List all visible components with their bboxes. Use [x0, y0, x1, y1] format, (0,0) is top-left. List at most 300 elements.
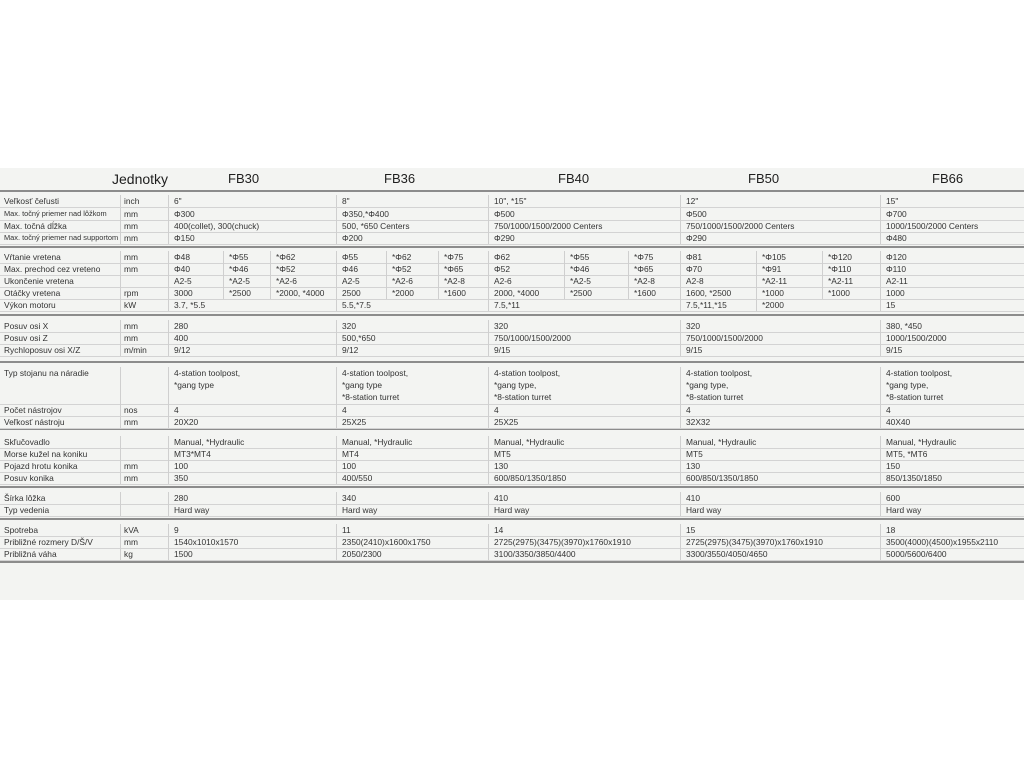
column-divider — [880, 320, 881, 332]
row-label: Typ stojanu na náradie — [4, 368, 89, 378]
spec-value: 750/1000/1500/2000 — [494, 333, 571, 343]
spec-value: *2000 — [392, 288, 414, 298]
spec-value: 400/550 — [342, 473, 373, 483]
row-unit: mm — [120, 332, 170, 344]
column-divider — [680, 195, 681, 207]
sub-column-divider — [223, 275, 224, 287]
spec-value: 2500 — [342, 288, 361, 298]
column-divider — [880, 287, 881, 299]
column-divider — [336, 367, 337, 404]
column-divider — [168, 460, 169, 472]
spec-value: MT5 — [686, 449, 703, 459]
spec-value: 4-station toolpost, *gang type, *8-station turret — [886, 368, 953, 402]
column-divider — [488, 220, 489, 232]
spec-value: Manual, *Hydraulic — [342, 437, 413, 447]
spec-value: *Φ46 — [570, 264, 590, 274]
row-label: Typ vedenia — [4, 505, 50, 515]
spec-value: *Φ55 — [229, 252, 249, 262]
column-divider — [880, 492, 881, 504]
table-row — [0, 195, 1024, 208]
sub-column-divider — [438, 287, 439, 299]
row-label: Vŕtanie vretena — [4, 252, 61, 262]
spec-value: 1000/1500/2000 Centers — [886, 221, 979, 231]
spec-value: 10", *15" — [494, 196, 527, 206]
row-label: Spotreba — [4, 525, 38, 535]
spec-value: 4 — [174, 405, 179, 415]
row-unit — [120, 504, 170, 516]
spec-value: 9/15 — [886, 345, 903, 355]
column-divider — [168, 416, 169, 428]
table-row — [0, 548, 1024, 561]
spec-value: 750/1000/1500/2000 Centers — [686, 221, 795, 231]
spec-value: *A2-6 — [276, 276, 297, 286]
spec-value: Φ150 — [174, 233, 195, 243]
row-label: Max. točná dĺžka — [4, 221, 67, 231]
row-unit — [120, 492, 170, 504]
table-row — [0, 299, 1024, 312]
column-divider — [336, 472, 337, 484]
column-divider — [880, 367, 881, 404]
spec-value: *A2-5 — [570, 276, 591, 286]
spec-value: 4-station toolpost, *gang type, *8-station turret — [686, 368, 753, 402]
column-divider — [336, 536, 337, 548]
spec-value: Φ40 — [174, 264, 190, 274]
row-unit: mm — [120, 536, 170, 548]
spec-value: 1600, *2500 — [686, 288, 732, 298]
column-divider — [168, 251, 169, 263]
spec-value: 280 — [174, 493, 188, 503]
sub-column-divider — [438, 275, 439, 287]
spec-value: Hard way — [174, 505, 210, 515]
row-unit: nos — [120, 404, 170, 416]
sub-column-divider — [756, 275, 757, 287]
spec-value: 600/850/1350/1850 — [494, 473, 567, 483]
spec-value: Manual, *Hydraulic — [494, 437, 565, 447]
row-label: Ukončenie vretena — [4, 276, 74, 286]
spec-value: 100 — [174, 461, 188, 471]
column-divider — [880, 416, 881, 428]
column-divider — [336, 287, 337, 299]
column-divider — [168, 472, 169, 484]
column-divider — [488, 416, 489, 428]
table-row — [0, 344, 1024, 357]
spec-value: *Φ46 — [229, 264, 249, 274]
column-divider — [488, 320, 489, 332]
row-label: Približná váha — [4, 549, 57, 559]
row-unit: mm — [120, 416, 170, 428]
column-divider — [168, 208, 169, 220]
row-label: Max. točný priemer nad supportom — [4, 233, 119, 242]
spec-value: *Φ62 — [392, 252, 412, 262]
spec-value: 3.7, *5.5 — [174, 300, 206, 310]
sub-column-divider — [438, 251, 439, 263]
sub-column-divider — [628, 287, 629, 299]
column-divider — [168, 524, 169, 536]
table-row — [0, 472, 1024, 485]
column-divider — [336, 332, 337, 344]
column-divider — [880, 332, 881, 344]
group-divider — [0, 190, 1024, 192]
spec-value: *2000, *4000 — [276, 288, 325, 298]
row-label: Pojazd hrotu konika — [4, 461, 78, 471]
row-label: Max. točný priemer nad lôžkom — [4, 209, 107, 218]
spec-value: *Φ120 — [828, 252, 852, 262]
column-divider — [880, 275, 881, 287]
spec-value: *A2-8 — [444, 276, 465, 286]
spec-value: *Φ105 — [762, 252, 786, 262]
column-divider — [880, 436, 881, 448]
sub-column-divider — [822, 287, 823, 299]
spec-value: 400(collet), 300(chuck) — [174, 221, 260, 231]
spec-value: *Φ65 — [634, 264, 654, 274]
spec-value: MT4 — [342, 449, 359, 459]
spec-value: *A2-11 — [762, 276, 787, 286]
spec-value: *Φ65 — [444, 264, 464, 274]
column-divider — [488, 524, 489, 536]
column-divider — [488, 275, 489, 287]
spec-value: *1000 — [762, 288, 784, 298]
model-header-fb50: FB50 — [748, 171, 780, 186]
column-divider — [880, 448, 881, 460]
column-divider — [168, 232, 169, 244]
sub-column-divider — [386, 287, 387, 299]
row-label: Skľučovadlo — [4, 437, 50, 447]
column-divider — [168, 220, 169, 232]
spec-value: 320 — [342, 321, 356, 331]
row-label: Veľkosť čeľusti — [4, 196, 60, 206]
column-divider — [336, 404, 337, 416]
spec-value: 15 — [686, 525, 696, 535]
column-divider — [880, 232, 881, 244]
spec-value: 11 — [342, 525, 351, 535]
spec-value: Φ480 — [886, 233, 907, 243]
spec-value: 320 — [686, 321, 700, 331]
spec-value: 600 — [886, 493, 900, 503]
row-label: Morse kužel na koniku — [4, 449, 88, 459]
spec-value: *A2-11 — [828, 276, 853, 286]
column-divider — [168, 195, 169, 207]
column-divider — [336, 263, 337, 275]
sub-column-divider — [564, 275, 565, 287]
column-divider — [168, 548, 169, 560]
spec-value: Φ52 — [494, 264, 510, 274]
row-unit: inch — [120, 195, 170, 207]
sub-column-divider — [564, 263, 565, 275]
column-divider — [680, 251, 681, 263]
column-divider — [680, 275, 681, 287]
spec-value: 320 — [494, 321, 508, 331]
table-row — [0, 232, 1024, 245]
column-divider — [336, 344, 337, 356]
column-divider — [680, 524, 681, 536]
column-divider — [680, 287, 681, 299]
column-divider — [680, 263, 681, 275]
spec-value: 9/12 — [342, 345, 359, 355]
spec-value: MT5, *MT6 — [886, 449, 928, 459]
spec-value: 410 — [686, 493, 700, 503]
column-divider — [488, 472, 489, 484]
spec-value: *Φ110 — [828, 264, 852, 274]
spec-value: MT5 — [494, 449, 511, 459]
spec-value: 850/1350/1850 — [886, 473, 942, 483]
spec-value: Manual, *Hydraulic — [886, 437, 957, 447]
spec-value: 9/15 — [686, 345, 703, 355]
column-divider — [488, 332, 489, 344]
sub-column-divider — [270, 287, 271, 299]
spec-value: A2-11 — [886, 276, 908, 286]
column-divider — [336, 436, 337, 448]
group-divider — [0, 518, 1024, 520]
column-divider — [488, 492, 489, 504]
column-divider — [488, 287, 489, 299]
column-divider — [488, 460, 489, 472]
spec-value: 410 — [494, 493, 508, 503]
spec-value: *A2-8 — [634, 276, 655, 286]
column-divider — [488, 251, 489, 263]
spec-value: 15" — [886, 196, 899, 206]
column-divider — [680, 416, 681, 428]
row-label: Max. prechod cez vreteno — [4, 264, 101, 274]
column-divider — [336, 275, 337, 287]
column-divider — [336, 208, 337, 220]
spec-value: 1540x1010x1570 — [174, 537, 239, 547]
column-divider — [880, 220, 881, 232]
spec-value: 2350(2410)x1600x1750 — [342, 537, 431, 547]
row-label: Posuv osi Z — [4, 333, 48, 343]
column-divider — [680, 460, 681, 472]
sub-column-divider — [628, 263, 629, 275]
spec-value: 8" — [342, 196, 350, 206]
sub-column-divider — [564, 287, 565, 299]
spec-value: *Φ52 — [392, 264, 412, 274]
row-label: Posuv konika — [4, 473, 54, 483]
sub-column-divider — [756, 299, 757, 311]
column-divider — [336, 220, 337, 232]
spec-value: 40X40 — [886, 417, 911, 427]
column-divider — [488, 436, 489, 448]
column-divider — [168, 536, 169, 548]
column-divider — [880, 251, 881, 263]
spec-value: Φ300 — [174, 209, 195, 219]
sub-column-divider — [628, 275, 629, 287]
column-divider — [680, 367, 681, 404]
spec-value: Hard way — [686, 505, 722, 515]
group-divider — [0, 361, 1024, 363]
spec-value: 20X20 — [174, 417, 199, 427]
column-divider — [168, 320, 169, 332]
spec-value: A2-6 — [494, 276, 512, 286]
column-divider — [680, 320, 681, 332]
spec-value: A2-8 — [686, 276, 704, 286]
spec-value: 18 — [886, 525, 896, 535]
column-divider — [168, 504, 169, 516]
spec-value: *Φ75 — [444, 252, 464, 262]
spec-value: 350 — [174, 473, 188, 483]
row-label: Výkon motoru — [4, 300, 56, 310]
column-divider — [336, 299, 337, 311]
column-divider — [880, 208, 881, 220]
row-unit: mm — [120, 232, 170, 244]
spec-value: *1600 — [444, 288, 466, 298]
spec-value: 7.5,*11 — [494, 300, 520, 310]
column-divider — [336, 524, 337, 536]
row-unit — [120, 448, 170, 460]
spec-value: 15 — [886, 300, 896, 310]
column-divider — [880, 548, 881, 560]
column-divider — [680, 208, 681, 220]
column-divider — [880, 195, 881, 207]
spec-value: Φ290 — [686, 233, 707, 243]
row-unit: mm — [120, 208, 170, 220]
sub-column-divider — [756, 263, 757, 275]
spec-value: 7.5,*11,*15 — [686, 300, 727, 310]
spec-value: 9 — [174, 525, 179, 535]
row-label: Počet nástrojov — [4, 405, 62, 415]
spec-value: 1000 — [886, 288, 905, 298]
column-divider — [880, 344, 881, 356]
spec-table — [0, 168, 1024, 600]
spec-value: 3100/3350/3850/4400 — [494, 549, 576, 559]
sub-column-divider — [270, 263, 271, 275]
spec-value: 280 — [174, 321, 188, 331]
column-divider — [680, 448, 681, 460]
sub-column-divider — [822, 251, 823, 263]
sub-column-divider — [822, 263, 823, 275]
row-unit: rpm — [120, 287, 170, 299]
row-unit: mm — [120, 472, 170, 484]
spec-value: 2000, *4000 — [494, 288, 540, 298]
spec-value: Φ81 — [686, 252, 702, 262]
table-row — [0, 504, 1024, 517]
column-divider — [488, 548, 489, 560]
column-divider — [168, 275, 169, 287]
spec-value: 500,*650 — [342, 333, 376, 343]
spec-value: Φ110 — [886, 264, 907, 274]
column-divider — [488, 367, 489, 404]
column-divider — [336, 504, 337, 516]
row-label: Rychloposuv osi X/Z — [4, 345, 81, 355]
row-unit: mm — [120, 263, 170, 275]
column-divider — [336, 320, 337, 332]
spec-value: *2000 — [762, 300, 784, 310]
model-header-fb40: FB40 — [558, 171, 590, 186]
column-divider — [336, 251, 337, 263]
column-divider — [488, 232, 489, 244]
spec-value: 150 — [886, 461, 900, 471]
column-divider — [680, 504, 681, 516]
spec-value: 2725(2975)(3475)(3970)x1760x1910 — [494, 537, 631, 547]
spec-value: Φ55 — [342, 252, 358, 262]
spec-value: 3300/3550/4050/4650 — [686, 549, 768, 559]
sub-column-divider — [822, 275, 823, 287]
spec-value: 750/1000/1500/2000 Centers — [494, 221, 603, 231]
sub-column-divider — [223, 263, 224, 275]
spec-value: *1000 — [828, 288, 850, 298]
column-divider — [488, 195, 489, 207]
sub-column-divider — [756, 251, 757, 263]
column-divider — [880, 263, 881, 275]
spec-value: 4 — [886, 405, 891, 415]
column-divider — [488, 299, 489, 311]
column-divider — [336, 416, 337, 428]
spec-value: *Φ62 — [276, 252, 296, 262]
spec-value: A2-5 — [174, 276, 192, 286]
row-label: Posuv osi X — [4, 321, 49, 331]
spec-value: 750/1000/1500/2000 — [686, 333, 763, 343]
group-divider — [0, 246, 1024, 248]
model-header-fb66: FB66 — [932, 171, 964, 186]
spec-value: 2050/2300 — [342, 549, 382, 559]
column-divider — [880, 504, 881, 516]
spec-value: 4-station toolpost, *gang type *8-station turret — [342, 368, 409, 402]
spec-value: 340 — [342, 493, 356, 503]
column-divider — [488, 208, 489, 220]
column-divider — [680, 492, 681, 504]
column-divider — [168, 448, 169, 460]
spec-value: Φ290 — [494, 233, 515, 243]
row-unit — [120, 275, 170, 287]
column-divider — [168, 367, 169, 404]
spec-value: *Φ75 — [634, 252, 654, 262]
row-unit: m/min — [120, 344, 170, 356]
spec-value: Φ62 — [494, 252, 510, 262]
spec-value: Φ700 — [886, 209, 907, 219]
column-divider — [680, 536, 681, 548]
column-divider — [336, 195, 337, 207]
column-divider — [680, 220, 681, 232]
sub-column-divider — [628, 251, 629, 263]
column-divider — [488, 344, 489, 356]
spec-value: 4-station toolpost, *gang type — [174, 368, 241, 390]
spec-value: Φ500 — [686, 209, 707, 219]
column-divider — [168, 287, 169, 299]
spec-value: 6" — [174, 196, 182, 206]
spec-value: Φ46 — [342, 264, 358, 274]
spec-value: Manual, *Hydraulic — [686, 437, 757, 447]
spec-value: Φ48 — [174, 252, 190, 262]
row-unit: kW — [120, 299, 170, 311]
spec-value: 4 — [342, 405, 347, 415]
spec-value: Φ350,*Φ400 — [342, 209, 389, 219]
column-divider — [880, 404, 881, 416]
column-divider — [488, 263, 489, 275]
spec-value: *2500 — [229, 288, 251, 298]
row-label: Otáčky vretena — [4, 288, 61, 298]
spec-value: 5000/5600/6400 — [886, 549, 947, 559]
sub-column-divider — [438, 263, 439, 275]
spec-value: 100 — [342, 461, 356, 471]
column-divider — [880, 299, 881, 311]
spec-value: Φ200 — [342, 233, 363, 243]
row-unit — [120, 367, 170, 404]
spec-value: 3500(4000)(4500)x1955x2110 — [886, 537, 999, 547]
sub-column-divider — [270, 275, 271, 287]
column-divider — [488, 404, 489, 416]
column-divider — [880, 524, 881, 536]
spec-value: *Φ91 — [762, 264, 782, 274]
spec-value: 3000 — [174, 288, 193, 298]
column-divider — [680, 344, 681, 356]
column-divider — [488, 536, 489, 548]
spec-value: 4 — [686, 405, 691, 415]
column-divider — [336, 232, 337, 244]
spec-value: MT3*MT4 — [174, 449, 211, 459]
spec-value: 9/15 — [494, 345, 511, 355]
row-unit: mm — [120, 251, 170, 263]
spec-value: Φ500 — [494, 209, 515, 219]
spec-value: 5.5,*7.5 — [342, 300, 371, 310]
column-divider — [680, 299, 681, 311]
